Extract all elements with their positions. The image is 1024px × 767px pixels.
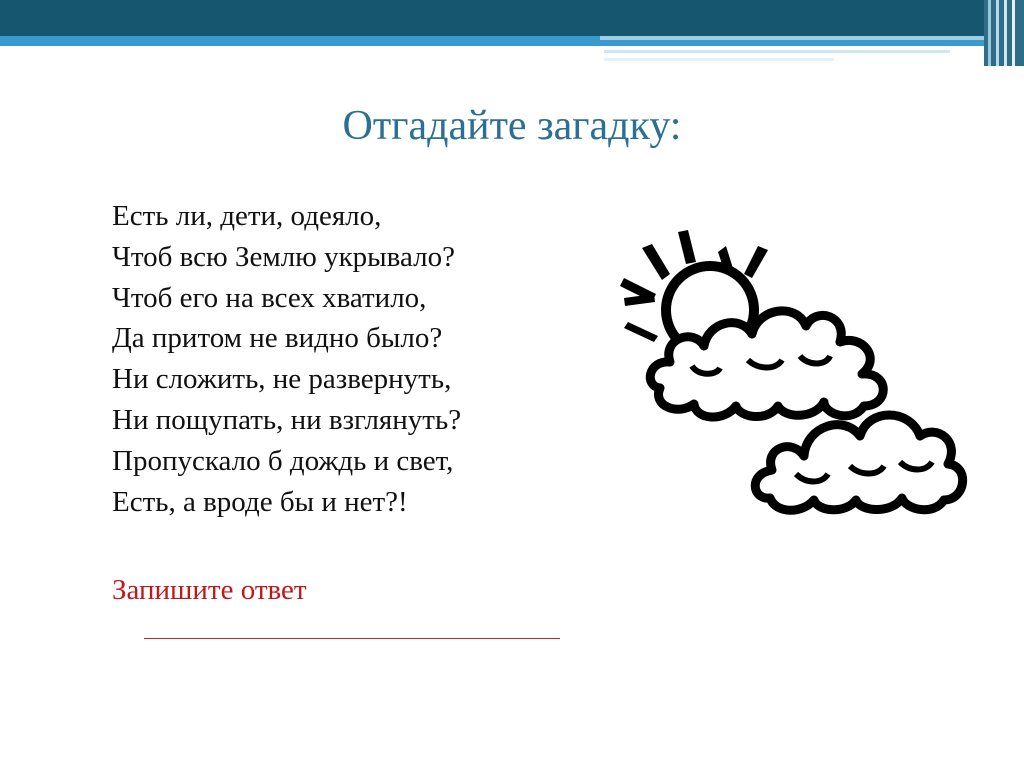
poem-line: Есть, а вроде бы и нет?! bbox=[112, 485, 408, 518]
header-decoration-bar bbox=[0, 0, 1024, 70]
sun-behind-clouds-icon bbox=[600, 210, 980, 550]
riddle-poem bbox=[112, 196, 461, 522]
poem-line: Ни пощупать, ни взглянуть? bbox=[112, 403, 462, 436]
poem-line: Есть ли, дети, одеяло, bbox=[112, 200, 382, 232]
poem-line: Да притом не видно было? bbox=[112, 322, 443, 355]
poem-line: Чтоб его на всех хватило, bbox=[112, 281, 427, 314]
slide-title: Отгадайте загадку: bbox=[342, 103, 682, 149]
poem-line: Пропускало б дождь и свет, bbox=[112, 444, 454, 477]
poem-line: Ни сложить, не развернуть, bbox=[112, 363, 452, 396]
lower-cloud bbox=[755, 415, 962, 510]
answer-line bbox=[144, 638, 560, 639]
poem-line: Чтоб всю Землю укрывало? bbox=[112, 240, 455, 273]
task-instruction: Запишите ответ bbox=[112, 574, 307, 606]
